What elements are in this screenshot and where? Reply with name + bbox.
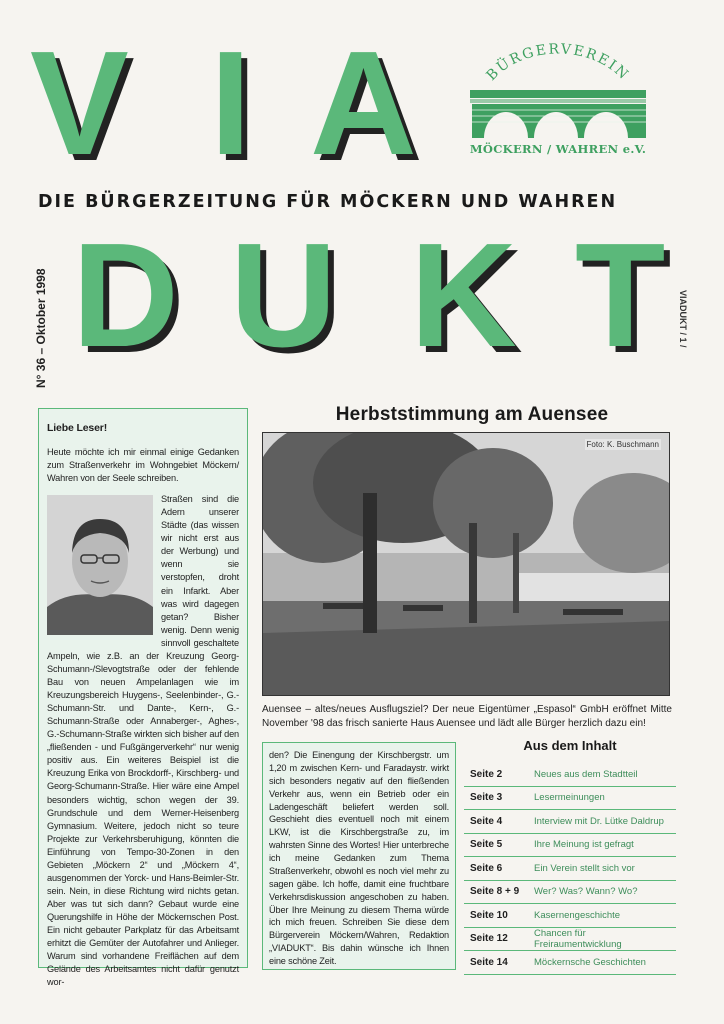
editorial-letter xyxy=(38,408,248,988)
masthead-letter: U xyxy=(230,213,337,378)
photo-caption: Auensee – altes/neues Ausflugsziel? Der neue Eigentümer „Espasol“ GmbH eröffnet Mitte November '98 das frisch sanierte Haus Auensee und lädt alle Bürger herzlich dazu ein! xyxy=(262,704,672,729)
auensee-photo xyxy=(262,432,670,696)
issue-label xyxy=(20,238,48,388)
toc-title: Wer? Was? Wann? Wo? xyxy=(534,886,638,898)
letter-heading: Liebe Leser! xyxy=(47,422,108,434)
masthead-subtitle: DIE BÜRGERZEITUNG FÜR MÖCKERN UND WAHREN xyxy=(38,192,618,212)
toc-page: Seite 14 xyxy=(470,956,508,968)
masthead-letter: D xyxy=(72,213,179,378)
masthead-letter: I xyxy=(210,21,252,186)
article-headline: Herbststimmung am Auensee xyxy=(335,404,609,425)
toc-page: Seite 8 + 9 xyxy=(470,886,520,898)
toc-row[interactable] xyxy=(464,787,676,811)
issue-number: N° 36 – Oktober 1998 xyxy=(34,268,48,388)
side-code xyxy=(678,290,700,350)
table-of-contents xyxy=(464,734,676,970)
toc-title: Ein Verein stellt sich vor xyxy=(534,862,635,874)
toc-row[interactable] xyxy=(464,763,676,787)
masthead-letter: K xyxy=(410,213,517,378)
logo-arc-text: BÜRGERVEREIN xyxy=(483,41,633,84)
toc-page: Seite 3 xyxy=(470,792,503,804)
author-portrait xyxy=(47,495,153,635)
toc-page: Seite 12 xyxy=(470,933,508,945)
toc-row[interactable] xyxy=(464,951,676,975)
viaduct-logo-icon xyxy=(462,38,654,142)
toc-title: Neues aus dem Stadtteil xyxy=(534,768,638,780)
toc-title: Interview mit Dr. Lütke Daldrup xyxy=(534,815,664,827)
photo-credit: Foto: K. Buschmann xyxy=(586,440,659,449)
park-scene-image xyxy=(263,433,670,696)
buergerverein-logo xyxy=(462,38,654,168)
toc-title: Kasernengeschichte xyxy=(534,909,621,921)
masthead-letter: A xyxy=(310,21,417,186)
toc-title: Möckernsche Geschichten xyxy=(534,956,646,968)
toc-page: Seite 5 xyxy=(470,839,503,851)
masthead-letter: T xyxy=(575,213,666,378)
letter-intro: Heute möchte ich mir einmal einige Gedanken zum Straßenverkehr im Wohngebiet Möckern/ Wahren von der Seele schreiben. xyxy=(47,446,239,484)
svg-text:BÜRGERVEREIN xyxy=(484,41,633,84)
toc-title: Lesermeinungen xyxy=(534,792,605,804)
toc-page: Seite 6 xyxy=(470,862,503,874)
logo-label: MÖCKERN / WAHREN e.V. xyxy=(469,142,647,156)
toc-row[interactable] xyxy=(464,928,676,952)
toc-row[interactable] xyxy=(464,857,676,881)
toc-page: Seite 4 xyxy=(470,815,503,827)
toc-row[interactable] xyxy=(464,834,676,858)
toc-heading: Aus dem Inhalt xyxy=(523,738,617,753)
toc-page: Seite 2 xyxy=(470,768,503,780)
toc-title: Chancen für Freiraumentwicklung xyxy=(534,927,622,950)
toc-row[interactable] xyxy=(464,904,676,928)
toc-title: Ihre Meinung ist gefragt xyxy=(534,839,634,851)
letter-continuation: den? Die Einengung der Kirschbergstr. um 1,20 m zwischen Kern- und Faradaystr. wirkt sich besonders negativ auf den fließenden Verkehr aus, wenn ein Betrieb oder ein Ladengeschäft beliefert werden soll. Geschieht dies eventuell noch mit einem LKW, ist die Kirschbergstraße zu, im wahrsten Sinne des Wortes! Hier unterbreche ich meine Gedanken zum Thema Straßenverkehr, obwohl es noch viel mehr zu sagen gäbe. Ich hoffe, damit eine fruchtbare Verkehrsdiskussion angeschoben zu haben. Über Ihre Meinung zu diesem Thema würde ich mich freuen. Schreiben Sie diese dem Bürgerverein Möckern/Wahren, Redaktion „VIADUKT“. Bis dahin wünsche ich Ihnen eine schöne Zeit. xyxy=(262,742,456,970)
side-code-text: VIADUKT / 1 / xyxy=(678,290,688,348)
toc-page: Seite 10 xyxy=(470,909,508,921)
toc-row[interactable] xyxy=(464,810,676,834)
masthead-letter: V xyxy=(30,21,129,186)
toc-row[interactable] xyxy=(464,881,676,905)
letter-body: Straßen sind die Adern unserer Städte (das wissen wir nicht erst aus der Werbung) und wenn sie verstopfen, droht ein Infarkt. Aber was wird dagegen getan? Bisher wenig. Denn wenig sinnvoll geschaltete Ampeln, wie z.B. an der Kreuzung Georg-Schumann-/Slevogtstraße oder der fehlende Bau von neuen Ampelanlagen wie im Kreuzungsbereich Huygens-, Seelenbinder-, G.-Schumann-Str. und Dante-, Kern-, G.-Schumann-Straße oder Annaberger-, Aghes-, G.-Schumann-Straße wirkten sich bisher auf den „fließenden - und Fußgängerverkehr“ nur wenig positiv aus. Ein weiteres Beispiel ist die Kreuzung Erika von Brockdorff-, Kirschberg- und Georg-Schumann-Straße. Hier wäre eine Ampel besonders wichtig, schon wegen der 39. Grundschule und dem Werner-Heisenberg Gymnasium. Weitere, jedoch nicht so teure Projekte zur Verkehrsberuhigung, könnten die Einführung von Tempo-30-Zonen in den Gebieten „Möckern 2“ und „Möckern 4“, ausgenommen der Yorck- und Hans-Beimler-Str. sein. Nein, in diese Richtung wird nichts getan. Aber was tut sich dann? Gebaut wurde eine Querungshilfe in Höhe der Möckernschen Post. Ein nicht gebauter Parkplatz für das Arbeitsamt erhitzt die Gemüter der Autofahrer und Anlieger. Warum sind vorhandene Freiflächen auf dem Gelände des Arbeitsamtes nicht dafür genutzt wor- xyxy=(47,494,239,988)
